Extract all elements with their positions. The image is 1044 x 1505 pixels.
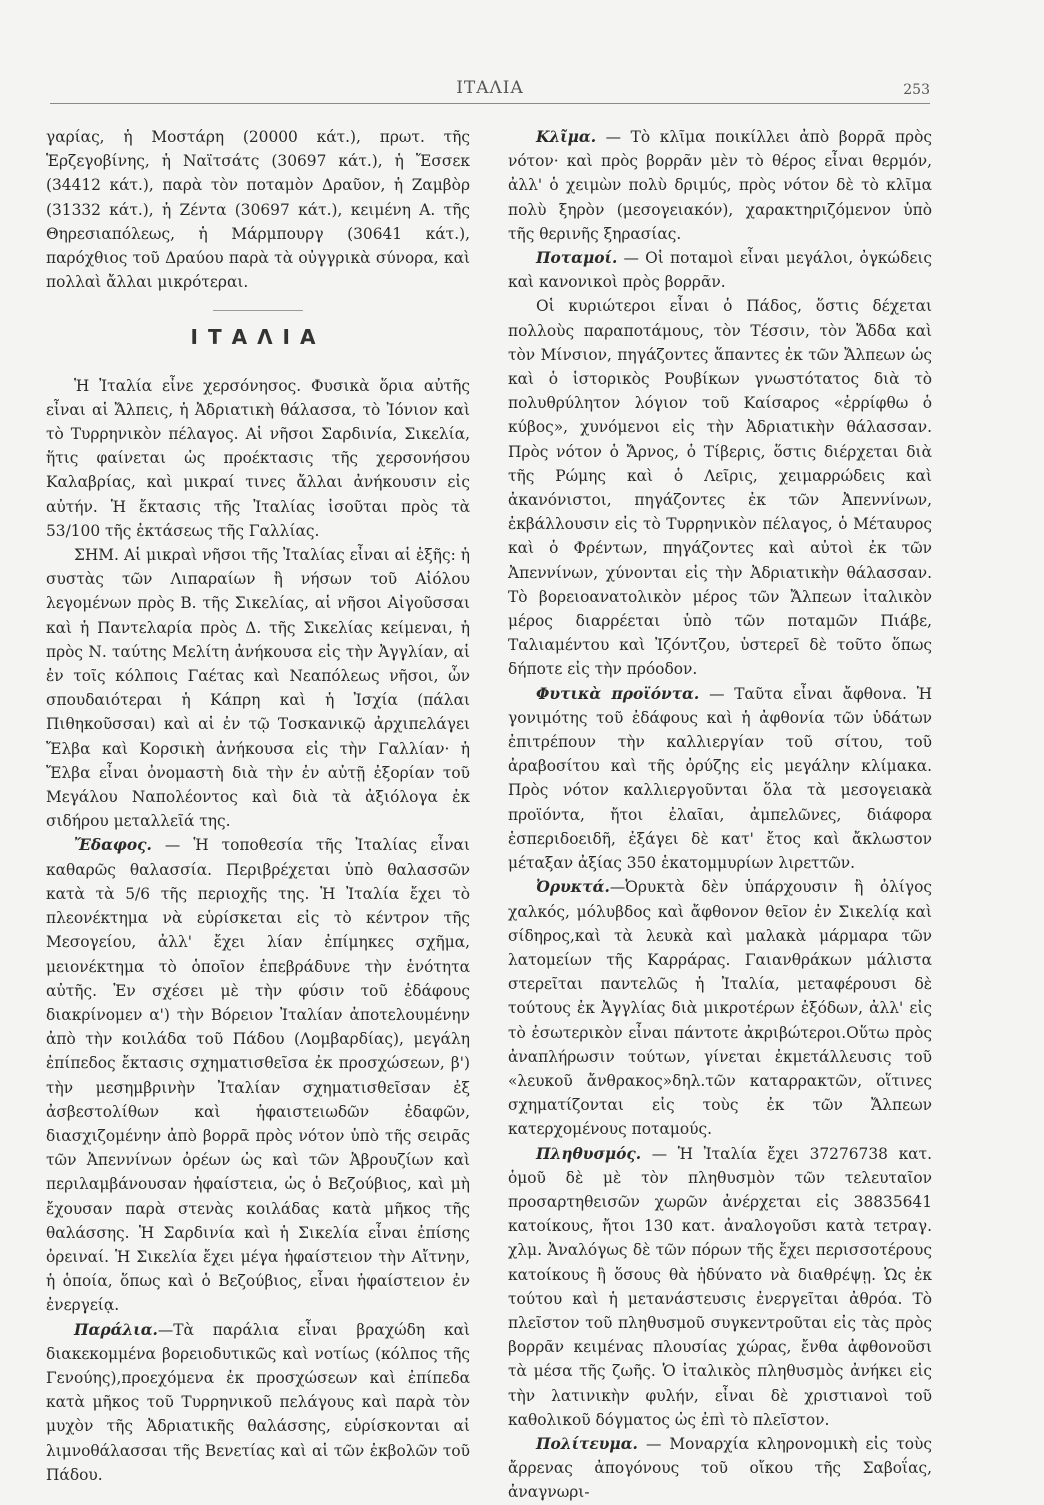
running-head: ΙΤΑΛΙΑ — [456, 78, 524, 98]
coasts-heading: Παράλια. — [74, 1320, 158, 1339]
rivers-paragraph — [508, 246, 932, 294]
page-header — [50, 78, 930, 104]
government-heading: Πολίτευμα. — [536, 1434, 638, 1453]
terrain-paragraph — [46, 833, 470, 1317]
government-paragraph — [508, 1432, 932, 1505]
main-rivers-paragraph: Οἱ κυριώτεροι εἶναι ὁ Πάδος, ὅστις δέχεται πολλοὺς παραποτάμους, τὸν Τέσσιν, τὸν Ἄδδα καὶ τὸν Μίνσιον, πηγάζοντες ἅπαντες ἐκ τῶν Ἄλπεων ὡς καὶ ὁ ἱστορικὸς Ρουβίκων γνωστότατος διὰ τὸ πολυθρύλητον λόγιον τοῦ Καίσαρος «ἐρρίφθω ὁ κύβος», χυνόμενοι εἰς τὴν Ἀδριατικὴν θάλασσαν. Πρὸς νότον ὁ Ἄρνος, ὁ Τίβερις, ὅστις διέρχεται διὰ τῆς Ρώμης καὶ ὁ Λεῖρις, χειμαρρώδεις καὶ ἀκανόνιστοι, πηγάζοντες ἐκ τῶν Ἀπεννίνων, ἐκβάλλουσιν εἰς τὸ Τυρρηνικὸν πέλαγος, ὁ Μέταυρος καὶ ὁ Φρέντων, πηγάζοντες καὶ αὐτοὶ ἐκ τῶν Ἀπεννίνων, χύνονται εἰς τὴν Ἀδριατικὴν θάλασσαν. Τὸ βορειοανατολικὸν μέρος τῶν Ἄλπεων ἰταλικὸν μέρος διαρρέεται ὑπὸ τῶν ποταμῶν Πιάβε, Ταλιαμέντου καὶ Ἰζόντζου, ὑστερεῖ δὲ τοῦτο ὅπως δήποτε εἰς τὴν πρόοδον. — [508, 297, 932, 679]
coasts-text: —Τὰ παράλια εἶναι βραχώδη καὶ διακεκομμένα βορειοδυτικῶς καὶ νοτίως (κόλπος τῆς Γενούης),προεχόμενα ἐκ προσχώσεων καὶ ἐπίπεδα κατὰ μῆκος τοῦ Τυρρηνικοῦ πελάγους καὶ παρὰ τὸν μυχὸν τῆς Ἀδριατικῆς θαλάσσης, εὑρίσκονται αἱ λιμνοθάλασσαι τῆς Βενετίας καὶ αἱ τῶν ἐκβολῶν τοῦ Πάδου. — [46, 1320, 470, 1484]
left-column — [46, 125, 470, 1487]
minerals-text: —Ὀρυκτὰ δὲν ὑπάρχουσιν ἢ ὀλίγος χαλκός, μόλυβδος καὶ ἄφθονον θεῖον ἐν Σικελίᾳ καὶ σίδηρος,καὶ τὰ λευκὰ καὶ μαλακὰ μάρμαρα τῶν λατομείων τῆς Καρράρας. Γαιανθράκων μάλιστα στερεῖται παντελῶς ἡ Ἰταλία, μεταφέρουσι δὲ τούτους ἐκ Ἀγγλίας διὰ μικροτέρων ἐξόδων, ἀλλ' εἰς τὸ ἐσωτερικὸν εἶναι πάντοτε ἀκριβώτεροι.Οὕτω πρὸς ἀναπλήρωσιν τούτων, γίνεται ἐκμετάλλευσις τοῦ «λευκοῦ ἄνθρακος»δηλ.τῶν καταρρακτῶν, οἵτινες σχηματίζονται εἰς τοὺς ἐκ τῶν Ἄλπεων κατερχομένους ποταμούς. — [508, 878, 932, 1139]
page-number: 253 — [903, 82, 930, 98]
government-text: — Μοναρχία κληρονομικὴ εἰς τοὺς ἄρρενας ἀπογόνους τοῦ οἴκου τῆς Σαβοΐας, ἀναγνωρι- — [508, 1434, 932, 1502]
crops-paragraph — [508, 682, 932, 876]
intro-paragraph: Ἡ Ἰταλία εἶνε χερσόνησος. Φυσικὰ ὅρια αὐτῆς εἶναι αἱ Ἄλπεις, ἡ Ἀδριατικὴ θάλασσα, τὸ Ἰόνιον καὶ τὸ Τυρρηνικὸν πέλαγος. Αἱ νῆσοι Σαρδινία, Σικελία, ἥτις φαίνεται ὡς προέκτασις τῆς χερσονήσου Καλαβρίας, καὶ μικραί τινες ἄλλαι ἀνήκουσιν εἰς αὐτήν. Ἡ ἔκτασις τῆς Ἰταλίας ἰσοῦται πρὸς τὰ 53/100 τῆς ἐκτάσεως τῆς Γαλλίας. — [46, 376, 470, 540]
crops-text: — Ταῦτα εἶναι ἄφθονα. Ἡ γονιμότης τοῦ ἐδάφους καὶ ἡ ἀφθονία τῶν ὑδάτων ἐπιτρέπουν τὴν καλλιεργίαν τοῦ σίτου, τοῦ ἀραβοσίτου καὶ τῆς ὀρύζης εἰς μεγάλην κλίμακα. Πρὸς νότον καλλιεργοῦνται ὅλα τὰ μεσογειακὰ προϊόντα, ἤτοι ἐλαῖαι, ἀμπελῶνες, διάφορα ἑσπεριδοειδῆ, ἐξάγει δὲ κατ' ἔτος καὶ ἄκλωστον μέταξαν ἀξίας 350 ἑκατομμυρίων λιρεττῶν. — [508, 684, 933, 873]
climate-paragraph — [508, 125, 932, 246]
islands-note-paragraph: ΣΗΜ. Αἱ μικραὶ νῆσοι τῆς Ἰταλίας εἶναι αἱ ἑξῆς: ἡ συστὰς τῶν Λιπαραίων ἢ νήσων τοῦ Αἰόλου λεγομένων πρὸς Β. τῆς Σικελίας, αἱ νῆσοι Αἰγοῦσσαι καὶ ἡ Παντελαρία πρὸς Δ. τῆς Σικελίας κείμεναι, ἡ πρὸς Ν. ταύτης Μελίτη ἀνήκουσα εἰς τὴν Ἀγγλίαν, αἱ ἐν τοῖς κόλποις Γαέτας καὶ Νεαπόλεως νῆσοι, ὧν σπουδαιότεραι ἡ Κάπρη καὶ ἡ Ἰσχία (πάλαι Πιθηκοῦσσαι) καὶ αἱ ἐν τῷ Τοσκανικῷ ἀρχιπελάγει Ἔλβα καὶ Κορσικὴ ἀνήκουσα εἰς τὴν Γαλλίαν· ἡ Ἔλβα εἶναι ὀνομαστὴ διὰ τὴν ἐν αὐτῇ ἐξορίαν τοῦ Μεγάλου Ναπολέοντος καὶ διὰ τὰ ἀξιόλογα ἐκ σιδήρου μεταλλεῖά της. — [46, 546, 470, 831]
minerals-heading: Ὀρυκτά. — [536, 878, 610, 897]
population-text: — Ἡ Ἰταλία ἔχει 37276738 κατ. ὁμοῦ δὲ μὲ τὸν πληθυσμὸν τῶν τελευταῖον προσαρτηθεισῶν χωρῶν ἀνέρχεται εἰς 38835641 κατοίκους, ἤτοι 130 κατ. ἀναλογοῦσι κατὰ τετραγ. χλμ. Ἀναλόγως δὲ τῶν πόρων τῆς ἔχει περισσοτέρους κατοίκους ἢ ὅσους θὰ ἠδύνατο νὰ διαθρέψῃ. Ὡς ἐκ τούτου καὶ ἡ μετανάστευσις ἐνεργεῖται ἀθρόα. Τὸ πλεῖστον τοῦ πληθυσμοῦ συγκεντροῦται εἰς τὰς πρὸς βορρᾶν κειμένας πλουσίας χώρας, ἔνθα ἀφθονοῦσι τὰ μέσα τῆς ζωῆς. Ὁ ἰταλικὸς πληθυσμὸς ἀνήκει εἰς τὴν λατινικὴν φυλήν, εἶναι δὲ χριστιανοὶ τοῦ καθολικοῦ δόγματος ὡς ἐπὶ τὸ πλεῖστον. — [508, 1144, 932, 1429]
crops-heading: Φυτικὰ προϊόντα. — [536, 684, 700, 703]
climate-heading: Κλῖμα. — [536, 128, 597, 146]
population-heading: Πληθυσμός. — [536, 1144, 642, 1163]
rivers-text: — Οἱ ποταμοὶ εἶναι μεγάλοι, ὀγκώδεις καὶ κανονικοὶ πρὸς βορρᾶν. — [508, 249, 932, 292]
continuation-paragraph: γαρίας, ἡ Μοστάρη (20000 κάτ.), πρωτ. τῆς Ἑρζεγοβίνης, ἡ Ναϊτσάτς (30697 κάτ.), ἡ Ἔσσεκ (34412 κάτ.), παρὰ τὸν ποταμὸν Δραῦον, ἡ Ζαμβὸρ (31332 κάτ.), ἡ Ζέντα (30697 κάτ.), κειμένη Α. τῆς Θηρεσιαπόλεως, ἡ Μάρμπουργ (30641 κάτ.), παρόχθιος τοῦ Δραύου παρὰ τὰ οὐγγρικὰ σύνορα, καὶ πολλαὶ ἄλλαι μικρότεραι. — [46, 128, 470, 292]
article-title: ΙΤΑΛΙΑ — [190, 325, 326, 350]
terrain-text: — Ἡ τοποθεσία τῆς Ἰταλίας εἶναι καθαρῶς θαλασσία. Περιβρέχεται ὑπὸ θαλασσῶν κατὰ τὰ 5/6 τῆς περιοχῆς της. Ἡ Ἰταλία ἔχει τὸ πλεονέκτημα νὰ εὑρίσκεται εἰς τὸ κέντρον τῆς Μεσογείου, ἀλλ' ἔχει λίαν ἐπίμηκες σχῆμα, μειονέκτημα τὸ ὁποῖον ἐπεβράδυνε τὴν ἑνότητα αὐτῆς. Ἐν σχέσει μὲ τὴν φύσιν τοῦ ἐδάφους διακρίνομεν α') τὴν Βόρειον Ἰταλίαν ἀποτελουμένην ἀπὸ τὴν κοιλάδα τοῦ Πάδου (Λομβαρδίας), μεγάλη ἐπίπεδος ἔκτασις σχηματισθεῖσα ἐκ προσχώσεων, β') τὴν μεσημβρινὴν Ἰταλίαν σχηματισθεῖσαν ἐξ ἀσβεστολίθων καὶ ἡφαιστειωδῶν ἐδαφῶν, διασχιζομένην ἀπὸ βορρᾶ πρὸς νότον ὑπὸ τῆς σειρᾶς τῶν Ἀπεννίνων ὀρέων ὡς καὶ τῶν Ἀβρουζίων καὶ περιλαμβάνουσαν ἡφαίστεια, ὡς ὁ Βεζούβιος, καὶ μὴ ἔχουσαν παρὰ στενὰς κοιλάδας κατὰ μῆκος τῆς θαλάσσης. Ἡ Σαρδινία καὶ ἡ Σικελία εἶναι ἐπίσης ὀρειναί. Ἡ Σικελία ἔχει μέγα ἡφαίστειον τὴν Αἴτνην, ἡ ὁποία, ὅπως καὶ ὁ Βεζούβιος, εἶναι ἡφαίστειον ἐν ἐνεργείᾳ. — [46, 836, 470, 1315]
section-divider — [213, 310, 303, 311]
terrain-heading: Ἔδαφος. — [74, 836, 152, 855]
coasts-paragraph — [46, 1318, 470, 1487]
population-paragraph — [508, 1142, 932, 1432]
minerals-paragraph — [508, 875, 932, 1141]
right-column — [508, 125, 932, 1505]
rivers-heading: Ποταμοί. — [536, 249, 618, 268]
header-rule — [50, 103, 930, 104]
climate-text: — Τὸ κλῖμα ποικίλλει ἀπὸ βορρᾶ πρὸς νότον· καὶ πρὸς βορρᾶν μὲν τὸ θέρος εἶναι θερμόν, ἀλλ' ὁ χειμὼν πολὺ δριμύς, πρὸς νότον δὲ τὸ κλῖμα πολὺ ξηρὸν (μεσογειακόν), χαρακτηριζόμενον ὑπὸ τῆς θερινῆς ξηρασίας. — [508, 128, 932, 243]
